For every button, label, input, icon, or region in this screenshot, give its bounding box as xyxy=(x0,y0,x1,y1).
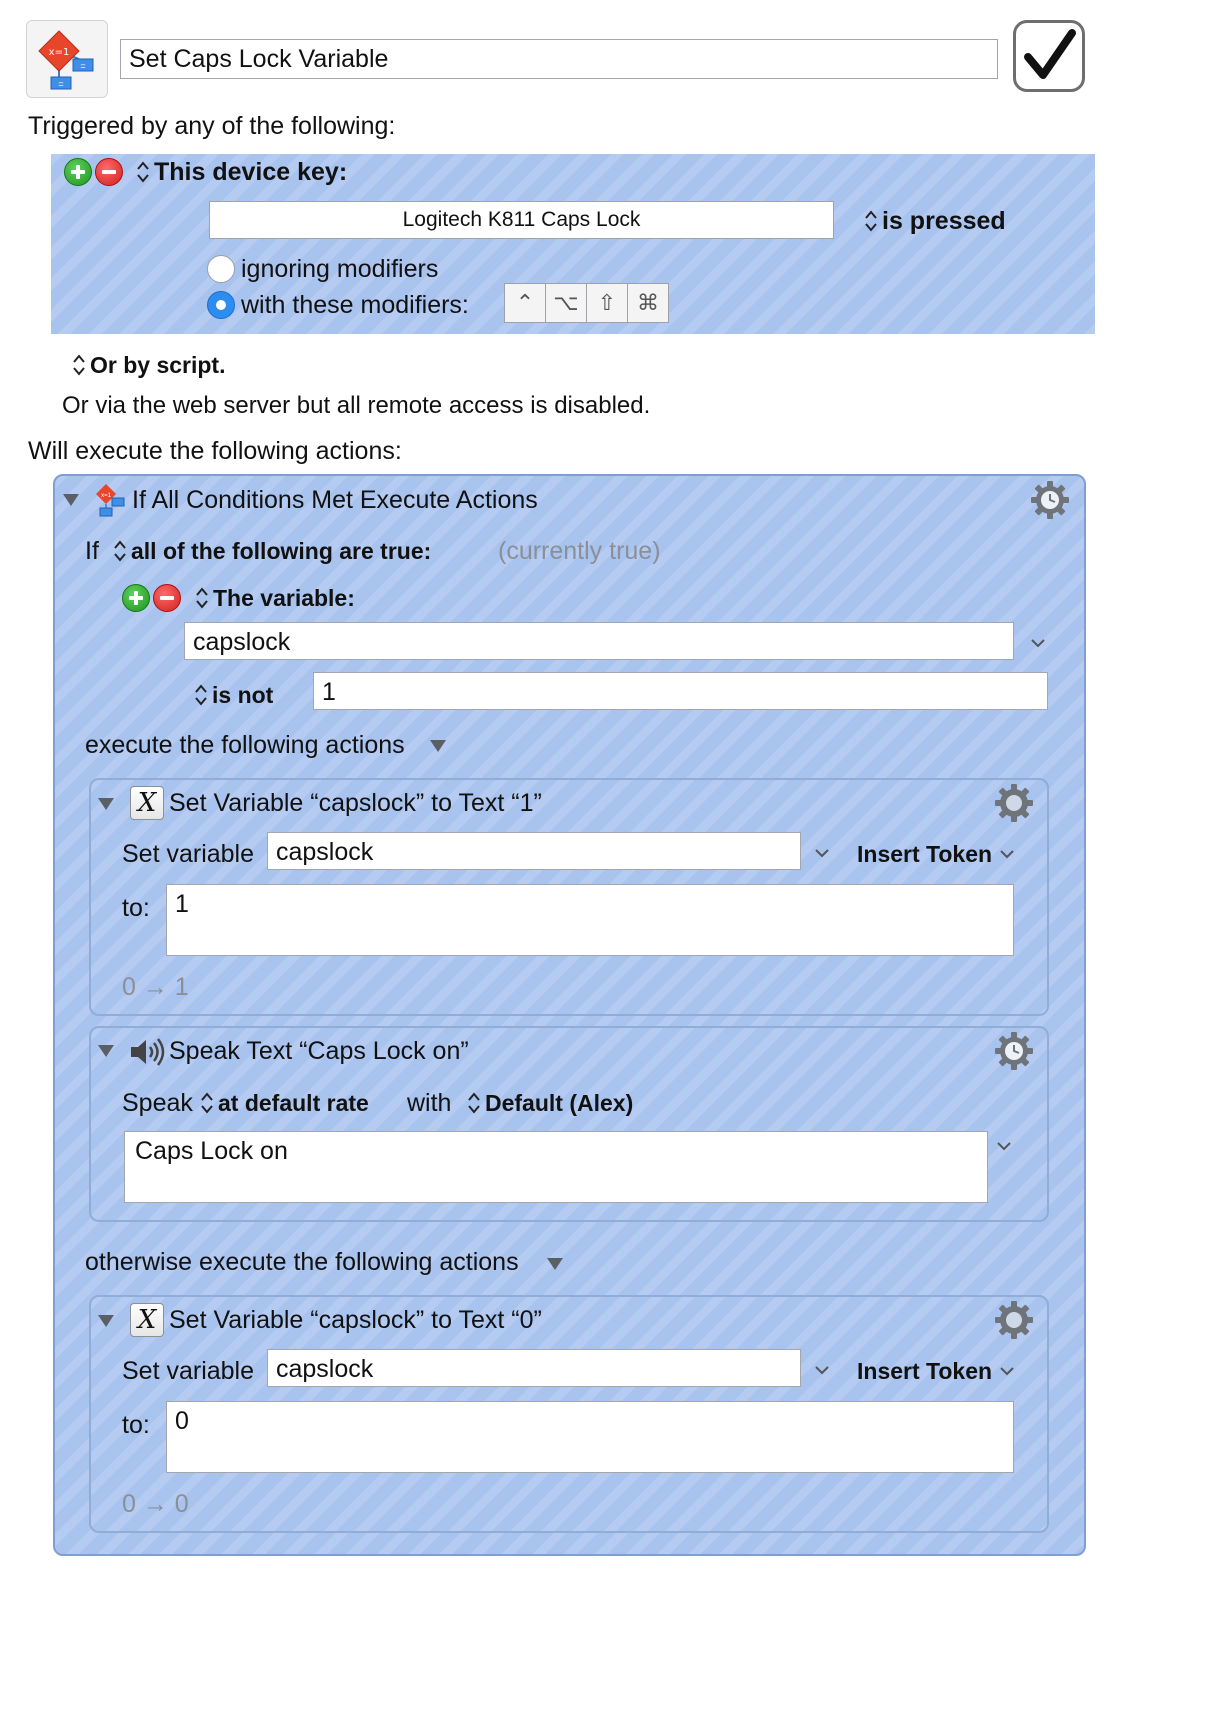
svg-text:x=1: x=1 xyxy=(48,47,70,58)
script-trigger-selector[interactable] xyxy=(72,350,225,380)
chevron-down-icon[interactable] xyxy=(995,1140,1013,1152)
condition-status: (currently true) xyxy=(498,537,661,565)
device-key-value: Logitech K811 Caps Lock xyxy=(402,208,641,231)
chevron-down-icon xyxy=(998,1365,1016,1377)
updown-arrows-icon xyxy=(72,352,86,378)
macro-name-input[interactable]: Set Caps Lock Variable xyxy=(120,39,998,79)
trigger-type-selector[interactable] xyxy=(136,157,347,187)
insert-token-label: Insert Token xyxy=(857,1358,993,1384)
condition-type-selector[interactable] xyxy=(195,583,355,613)
control-key-icon[interactable]: ⌃ xyxy=(504,283,546,323)
updown-arrows-icon xyxy=(194,682,208,708)
if-then-icon xyxy=(92,482,128,518)
variable-value-textarea[interactable]: 1 xyxy=(166,884,1014,956)
trigger-type-label: This device key: xyxy=(154,158,348,186)
insert-token-menu[interactable] xyxy=(857,839,1016,869)
svg-text:x=1: x=1 xyxy=(101,493,111,499)
action-title: Speak Text “Caps Lock on” xyxy=(169,1037,469,1065)
variable-value-textarea[interactable]: 0 xyxy=(166,1401,1014,1473)
condition-operator-label: is not xyxy=(212,682,274,708)
to-label: to: xyxy=(122,894,150,922)
updown-arrows-icon xyxy=(113,538,127,564)
disclosure-triangle-icon[interactable] xyxy=(96,1313,116,1329)
add-condition-icon[interactable] xyxy=(122,584,150,612)
updown-arrows-icon xyxy=(467,1090,481,1116)
gear-icon[interactable] xyxy=(994,783,1034,823)
disclosure-triangle-icon[interactable] xyxy=(545,1256,565,1272)
gear-icon[interactable] xyxy=(994,1300,1034,1340)
svg-text:=: = xyxy=(58,79,64,89)
insert-token-menu[interactable] xyxy=(857,1356,1016,1386)
ignoring-modifiers-radio[interactable] xyxy=(207,255,235,283)
variable-icon: X xyxy=(130,1303,164,1337)
script-trigger-label: Or by script. xyxy=(90,352,226,378)
speak-text-textarea[interactable]: Caps Lock on xyxy=(124,1131,988,1203)
condition-value-input[interactable]: 1 xyxy=(313,672,1048,710)
with-modifiers-label: with these modifiers: xyxy=(241,291,469,319)
value-preview: 0 → 1 xyxy=(122,973,189,1001)
add-trigger-icon[interactable] xyxy=(64,158,92,186)
chevron-down-icon[interactable] xyxy=(813,847,831,859)
speak-label: Speak xyxy=(122,1089,193,1117)
disclosure-triangle-icon[interactable] xyxy=(61,492,81,508)
if-then-icon xyxy=(27,21,109,99)
chevron-down-icon[interactable] xyxy=(1029,637,1047,649)
speaker-icon xyxy=(128,1036,166,1068)
disclosure-triangle-icon[interactable] xyxy=(428,738,448,754)
triggers-heading: Triggered by any of the following: xyxy=(28,112,396,140)
value-preview: 0 → 0 xyxy=(122,1490,189,1518)
shift-key-icon[interactable]: ⇧ xyxy=(586,283,628,323)
then-actions-label: execute the following actions xyxy=(85,731,405,759)
insert-token-label: Insert Token xyxy=(857,841,993,867)
speech-rate-label: at default rate xyxy=(218,1090,369,1116)
disclosure-triangle-icon[interactable] xyxy=(96,1043,116,1059)
web-server-note: Or via the web server but all remote access is disabled. xyxy=(62,392,651,419)
voice-selector[interactable] xyxy=(467,1088,633,1118)
else-actions-label: otherwise execute the following actions xyxy=(85,1248,519,1276)
condition-operator-selector[interactable] xyxy=(194,680,273,710)
key-state-selector[interactable] xyxy=(864,206,1006,236)
set-variable-label: Set variable xyxy=(122,1357,255,1385)
variable-icon: X xyxy=(130,786,164,820)
command-key-icon[interactable]: ⌘ xyxy=(627,283,669,323)
remove-trigger-icon[interactable] xyxy=(95,158,123,186)
set-variable-label: Set variable xyxy=(122,840,255,868)
if-block-title: If All Conditions Met Execute Actions xyxy=(132,486,538,514)
chevron-down-icon[interactable] xyxy=(813,1364,831,1376)
updown-arrows-icon xyxy=(136,159,150,185)
actions-heading: Will execute the following actions: xyxy=(28,437,402,465)
with-modifiers-radio[interactable] xyxy=(207,291,235,319)
speech-rate-selector[interactable] xyxy=(200,1088,369,1118)
updown-arrows-icon xyxy=(200,1090,214,1116)
if-label: If xyxy=(85,537,99,565)
updown-arrows-icon xyxy=(195,585,209,611)
action-title: Set Variable “capslock” to Text “1” xyxy=(169,789,542,817)
voice-label: Default (Alex) xyxy=(485,1090,634,1116)
ignoring-modifiers-label: ignoring modifiers xyxy=(241,255,439,283)
to-label: to: xyxy=(122,1411,150,1439)
disclosure-triangle-icon[interactable] xyxy=(96,796,116,812)
updown-arrows-icon xyxy=(864,208,878,234)
variable-name-input[interactable]: capslock xyxy=(267,832,801,870)
macro-enabled-checkbox[interactable] xyxy=(1013,20,1085,92)
gear-clock-icon[interactable] xyxy=(994,1031,1034,1071)
macro-icon xyxy=(26,20,108,98)
key-state-label: is pressed xyxy=(882,207,1006,235)
action-title: Set Variable “capslock” to Text “0” xyxy=(169,1306,542,1334)
condition-variable-input[interactable]: capslock xyxy=(184,622,1014,660)
with-label: with xyxy=(407,1089,452,1117)
condition-type-label: The variable: xyxy=(213,585,355,611)
gear-clock-icon[interactable] xyxy=(1030,480,1070,520)
device-key-field[interactable] xyxy=(209,201,834,239)
condition-mode-label: all of the following are true: xyxy=(131,538,432,564)
option-key-icon[interactable]: ⌥ xyxy=(545,283,587,323)
condition-mode-selector[interactable] xyxy=(113,536,431,566)
svg-text:=: = xyxy=(80,61,86,71)
chevron-down-icon xyxy=(998,848,1016,860)
checkmark-icon xyxy=(1016,23,1082,89)
variable-name-input[interactable]: capslock xyxy=(267,1349,801,1387)
remove-condition-icon[interactable] xyxy=(153,584,181,612)
